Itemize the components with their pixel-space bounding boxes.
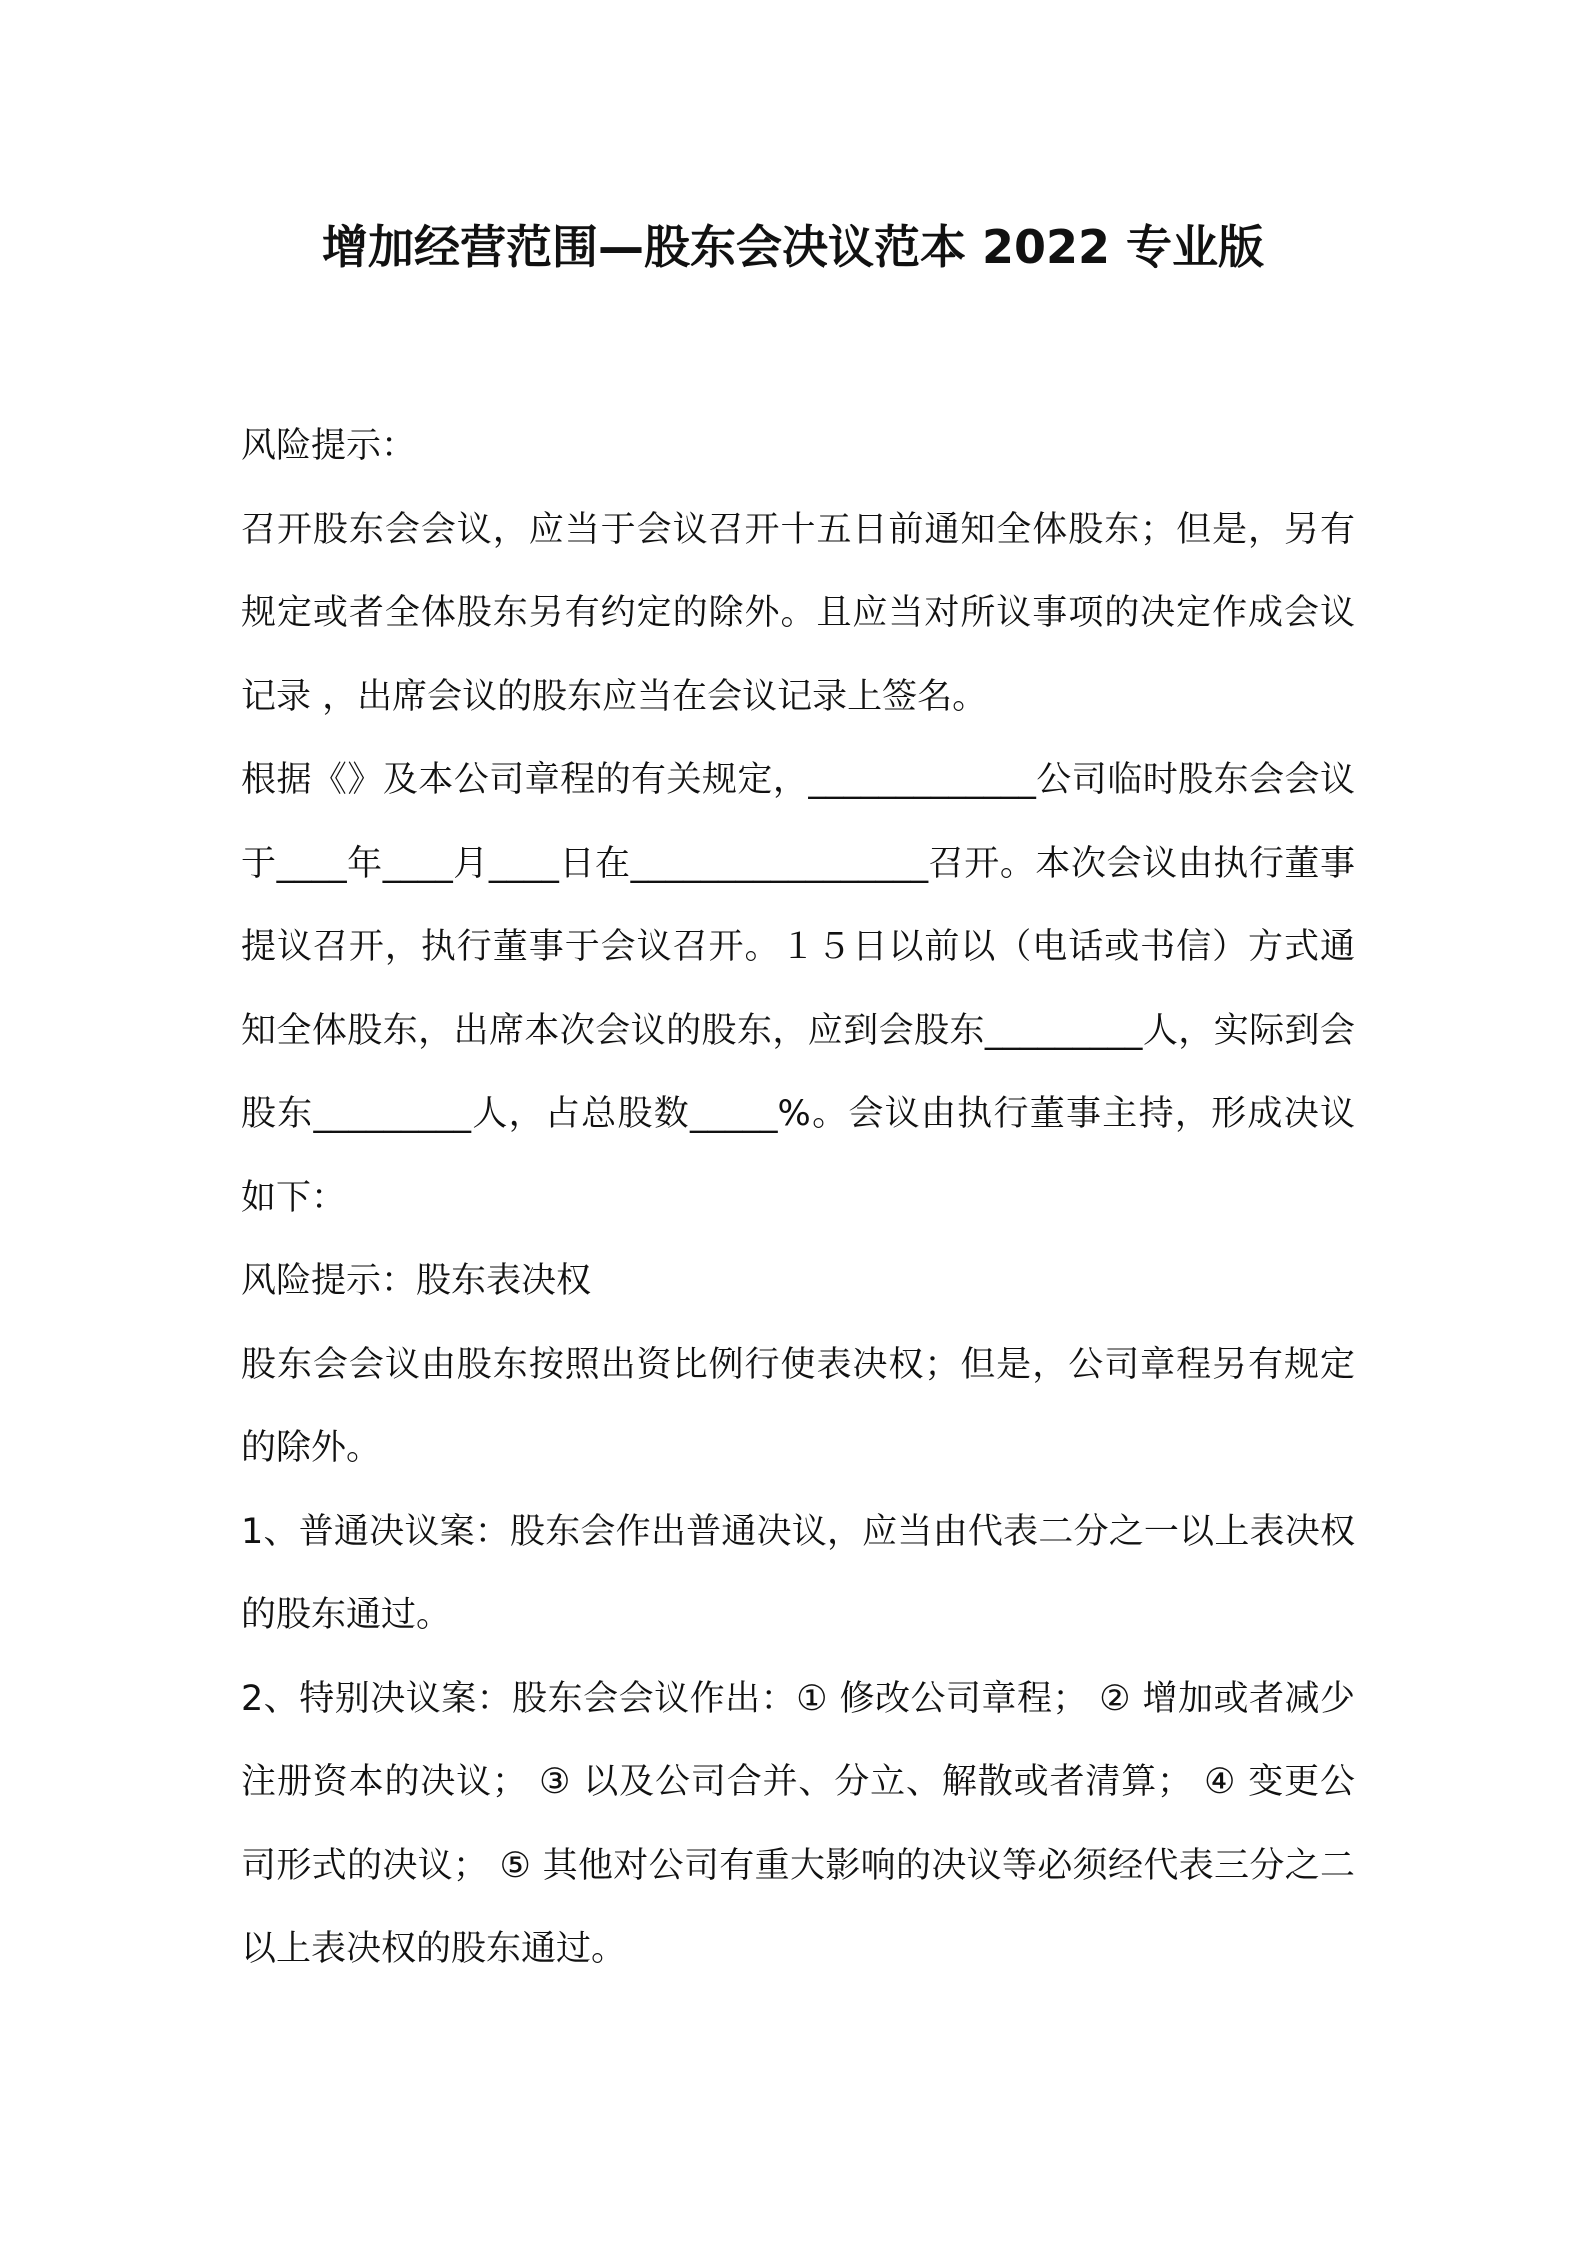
- paragraph-meeting-notice: 召开股东会会议，应当于会议召开十五日前通知全体股东；但是，另有规定或者全体股东另有约定的除外。且应当对所议事项的决定作成会议记录 ，出席会议的股东应当在会议记录上签名。: [241, 509, 1355, 717]
- paragraph-voting-rights-heading: 风险提示：股东表决权: [241, 1261, 592, 1301]
- paragraph-voting-rights: 股东会会议由股东按照出资比例行使表决权；但是，公司章程另有规定的除外。: [241, 1344, 1355, 1468]
- paragraph-risk-notice-heading: 风险提示：: [241, 426, 417, 466]
- document-body: [241, 405, 1355, 1992]
- document-title: 增加经营范围—股东会决议范本 2022 专业版: [321, 220, 1265, 274]
- paragraph-meeting-details: 根据《》及本公司章程的有关规定，_____________公司临时股东会会议于____年____月____日在_________________召开。本次会议由执行董事提议召开，执行董事于会议召开。１５日以前以（电话或书信）方式通知全体股东，出席本次会议的股东，应到会股东_________人，实际到会股东_________人，占总股数_____%。会议由执行董事主持，形成决议如下：: [241, 760, 1355, 1218]
- paragraph-ordinary-resolution: 1、普通决议案：股东会作出普通决议，应当由代表二分之一以上表决权的股东通过。: [241, 1511, 1355, 1635]
- paragraph-special-resolution: 2、特别决议案：股东会会议作出：① 修改公司章程； ② 增加或者减少注册资本的决议； ③ 以及公司合并、分立、解散或者清算； ④ 变更公司形式的决议； ⑤ 其他对公司有重大影响的决议等必须经代表三分之二以上表决权的股东通过。: [241, 1678, 1355, 1969]
